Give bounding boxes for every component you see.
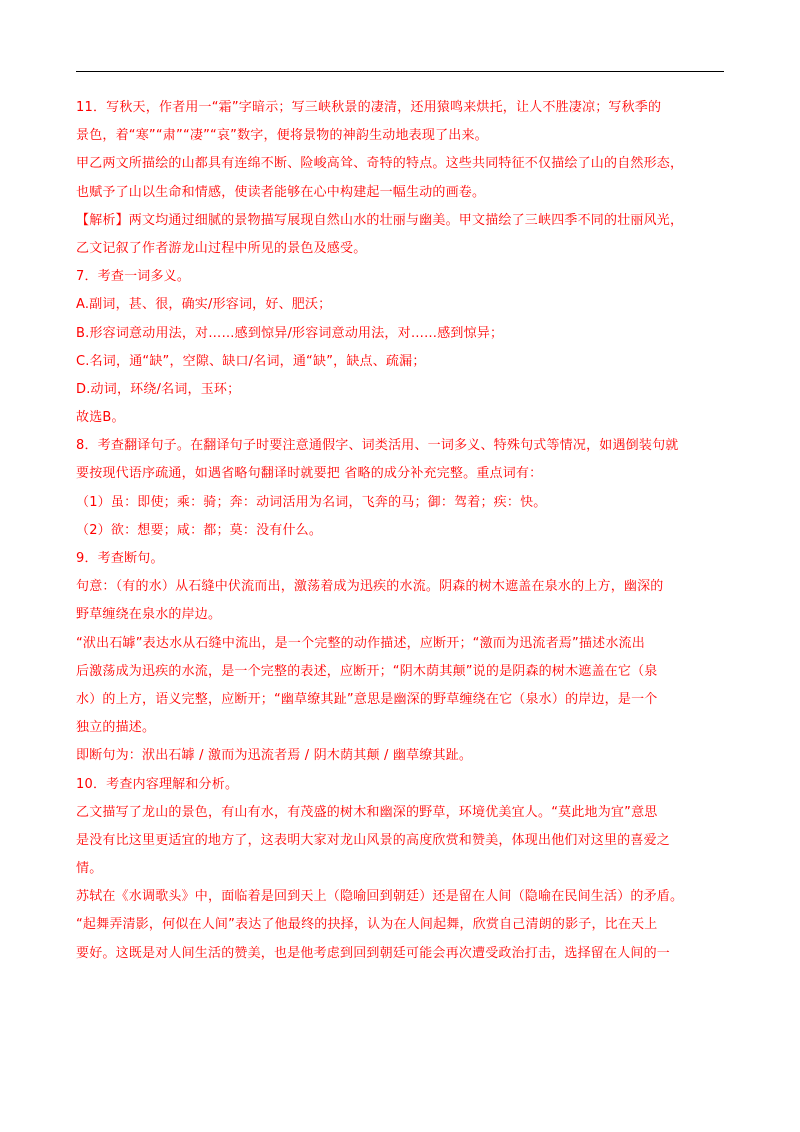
- text-line: 也赋予了山以生命和情感，使读者能够在心中构建起一幅生动的画卷。: [76, 184, 486, 200]
- text-line: 苏轼在《水调歌头》中，面临着是回到天上（隐喻回到朝廷）还是留在人间（隐喻在民间生活）的矛盾。: [76, 889, 684, 905]
- text-line: 10．考查内容理解和分析。: [76, 776, 239, 792]
- text-line: B.形容词意动用法，对……感到惊异/形容词意动用法，对……感到惊异；: [76, 325, 504, 341]
- text-line: “起舞弄清影，何似在人间”表达了他最终的抉择，认为在人间起舞，欣赏自己清朗的影子，比在天上: [76, 917, 658, 933]
- header-rule: [76, 71, 724, 72]
- text-line: 情。: [76, 861, 103, 877]
- text-line: D.动词，环绕/名词，玉环；: [76, 381, 241, 397]
- text-line: 独立的描述。: [76, 720, 156, 736]
- text-line: 乙文记叙了作者游龙山过程中所见的景色及感受。: [76, 240, 367, 256]
- text-line: 句意：（有的水）从石缝中伏流而出，激荡着成为迅疾的水流。阴森的树木遮盖在泉水的上方，幽深的: [76, 579, 664, 595]
- document-body: [76, 94, 726, 968]
- text-line: 水）的上方，语义完整，应断开；“幽草缭其趾”意思是幽深的野草缠绕在它（泉水）的岸边，是一个: [76, 691, 658, 707]
- text-line: 故选B。: [76, 410, 125, 426]
- text-line: A.副词，甚、很，确实/形容词，好、肥沃；: [76, 297, 332, 313]
- text-line: 7．考查一词多义。: [76, 269, 191, 285]
- text-line: （1）虽：即使；乘：骑；奔：动词活用为名词，飞奔的马；御：驾着；疾：快。: [76, 494, 547, 510]
- text-line: 即断句为：洑出石罅 / 激而为迅流者焉 / 阴木荫其颠 / 幽草缭其趾。: [76, 748, 473, 764]
- text-line: 后激荡成为迅疾的水流，是一个完整的表述，应断开；“阴木荫其颠”说的是阴森的树木遮盖在它（泉: [76, 663, 658, 679]
- text-line: 要好。这既是对人间生活的赞美，也是他考虑到回到朝廷可能会再次遭受政治打击，选择留在人间的一: [76, 945, 671, 961]
- text-line: 9．考查断句。: [76, 551, 164, 566]
- text-line: 8．考查翻译句子。在翻译句子时要注意通假字、词类活用、一词多义、特殊句式等情况，如遇倒装句就: [76, 438, 679, 454]
- text-line: 甲乙两文所描绘的山都具有连绵不断、险峻高耸、奇特的特点。这些共同特征不仅描绘了山的自然形态，: [76, 156, 684, 172]
- text-line: （2）欲：想要；咸：都；莫：没有什么。: [76, 522, 323, 538]
- text-line: 是没有比这里更适宜的地方了，这表明大家对龙山风景的高度欣赏和赞美，体现出他们对这里的喜爱之: [76, 832, 671, 848]
- text-line: 【解析】两文均通过细腻的景物描写展现自然山水的壮丽与幽美。甲文描绘了三峡四季不同的壮丽风光，: [76, 212, 684, 228]
- text-line: 野草缠绕在泉水的岸边。: [76, 607, 222, 623]
- text-line: 要按现代语序疏通，如遇省略句翻译时就要把 省略的成分补充完整。重点词有：: [76, 466, 543, 482]
- text-line: 景色，着“寒”“肃”“凄”“哀”数字，便将景物的神韵生动地表现了出来。: [76, 128, 488, 144]
- text-line: 乙文描写了龙山的景色，有山有水，有茂盛的树木和幽深的野草，环境优美宜人。“莫此地为宜”意思: [76, 804, 658, 820]
- text-line: C.名词，通“缺”，空隙、缺口/名词，通“缺”，缺点、疏漏；: [76, 353, 426, 369]
- text-line: “洑出石罅”表达水从石缝中流出，是一个完整的动作描述，应断开；“激而为迅流者焉”描述水流出: [76, 635, 645, 651]
- text-line: 11．写秋天，作者用一“霜”字暗示；写三峡秋景的凄清，还用猿鸣来烘托，让人不胜凄凉；写秋季的: [76, 100, 662, 115]
